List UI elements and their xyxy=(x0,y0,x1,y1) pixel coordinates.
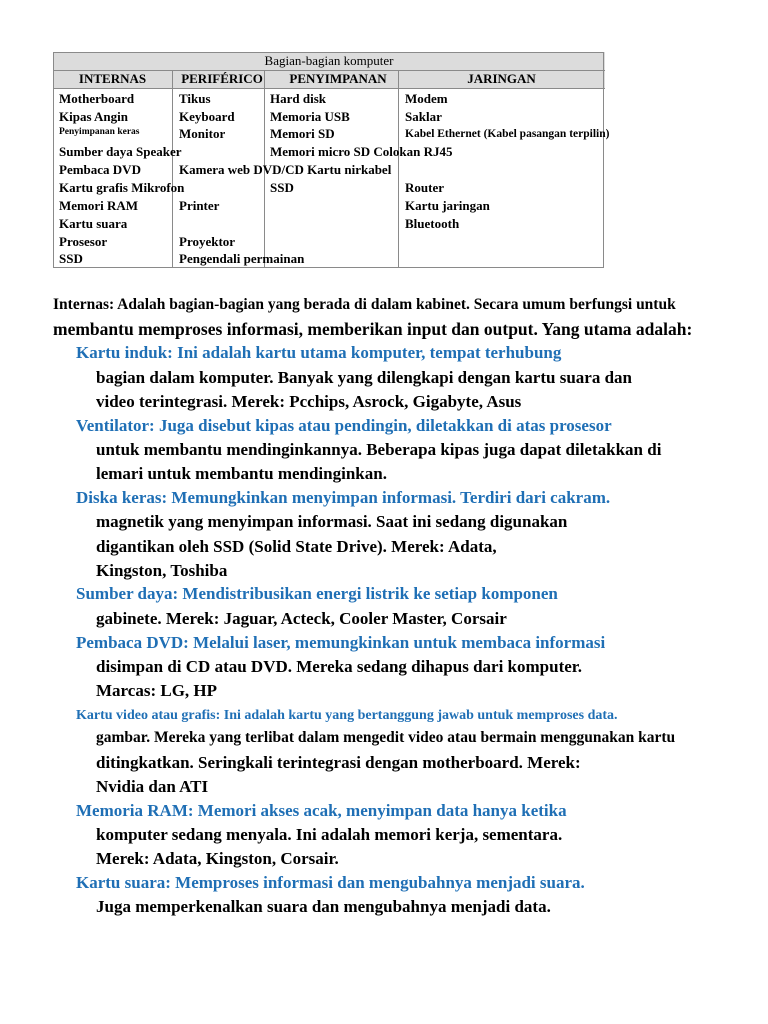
table-cell: Memori RAM xyxy=(59,198,139,213)
list-item-title xyxy=(76,706,618,724)
table-cell: Motherboard xyxy=(59,91,135,106)
table-cell: Proyektor xyxy=(179,234,236,249)
components-table xyxy=(53,52,610,269)
table-cell: Kartu jaringan xyxy=(405,198,490,213)
item-title: Kartu video atau grafis: Ini adalah kartu yang bertanggung jawab untuk memproses data. xyxy=(76,708,618,723)
table-cell: Sumber daya Speaker xyxy=(59,144,182,159)
table-cell: Kartu grafis Mikrofon xyxy=(59,180,185,195)
item-title: Memoria RAM: Memori akses acak, menyimpan data hanya ketika xyxy=(76,801,567,820)
table-cell: Bluetooth xyxy=(405,216,460,231)
table-column-divider xyxy=(398,70,399,268)
table-cell: Prosesor xyxy=(59,234,108,249)
table-cell: Memori SD xyxy=(270,126,335,141)
item-line: Nvidia dan ATI xyxy=(96,777,209,796)
item-title: Sumber daya: Mendistribusikan energi listrik ke setiap komponen xyxy=(76,584,558,603)
list-item-title xyxy=(76,801,567,821)
item-line: ditingkatkan. Seringkali terintegrasi dengan motherboard. Merek: xyxy=(96,753,581,772)
table-cell: SSD xyxy=(270,180,294,195)
item-line: disimpan di CD atau DVD. Mereka sedang dihapus dari komputer. xyxy=(96,657,583,676)
table-cell: Kamera web DVD/CD Kartu nirkabel xyxy=(179,162,392,177)
item-title: Ventilator: Juga disebut kipas atau pendingin, diletakkan di atas prosesor xyxy=(76,416,612,435)
list-item-title xyxy=(76,416,612,436)
list-item-title xyxy=(76,584,558,604)
table-cell: Router xyxy=(405,180,444,195)
column-header-internas: INTERNAS xyxy=(78,71,147,86)
item-title: Kartu induk: Ini adalah kartu utama komputer, tempat terhubung xyxy=(76,343,562,362)
list-item-title xyxy=(76,873,585,893)
table-cell: Kartu suara xyxy=(59,216,128,231)
table-cell: Modem xyxy=(405,91,448,106)
item-line: magnetik yang menyimpan informasi. Saat ini sedang digunakan xyxy=(96,512,568,531)
table-cell: Keyboard xyxy=(179,109,235,124)
table-cell: Memoria USB xyxy=(270,109,350,124)
item-line: lemari untuk membantu mendinginkan. xyxy=(96,464,387,483)
table-column-divider xyxy=(172,70,173,268)
item-line: Marcas: LG, HP xyxy=(96,681,218,700)
item-line: komputer sedang menyala. Ini adalah memori kerja, sementara. xyxy=(96,825,563,844)
item-line: gabinete. Merek: Jaguar, Acteck, Cooler Master, Corsair xyxy=(96,609,507,628)
table-cell: Monitor xyxy=(179,126,226,141)
table-cell: SSD xyxy=(59,251,83,266)
table-cell: Printer xyxy=(179,198,220,213)
item-line: video terintegrasi. Merek: Pcchips, Asrock, Gigabyte, Asus xyxy=(96,392,522,411)
table-cell: Tikus xyxy=(179,91,211,106)
intro-text: Internas: Adalah bagian-bagian yang berada di dalam kabinet. Secara umum berfungsi untuk xyxy=(53,296,676,313)
item-line: Kingston, Toshiba xyxy=(96,561,228,580)
table-cell: Saklar xyxy=(405,109,442,124)
intro-text: membantu memproses informasi, memberikan input dan output. Yang utama adalah: xyxy=(53,319,693,339)
table-cell: Hard disk xyxy=(270,91,326,106)
column-header-periferico: PERIFÉRICO xyxy=(181,71,263,86)
table-divider xyxy=(53,88,605,89)
item-title: Pembaca DVD: Melalui laser, memungkinkan untuk membaca informasi xyxy=(76,633,606,652)
item-line: Juga memperkenalkan suara dan mengubahnya menjadi data. xyxy=(96,897,551,916)
table-cell: Pembaca DVD xyxy=(59,162,141,177)
list-item-title xyxy=(76,343,561,363)
column-header-jaringan: JARINGAN xyxy=(467,71,536,86)
table-cell: Penyimpanan keras xyxy=(59,127,140,137)
table-cell: Pengendali permainan xyxy=(179,251,305,266)
item-line: bagian dalam komputer. Banyak yang dilengkapi dengan kartu suara dan xyxy=(96,368,632,387)
table-cell: Kipas Angin xyxy=(59,109,129,124)
table-cell: Kabel Ethernet (Kabel pasangan terpilin) xyxy=(405,128,610,140)
column-header-penyimpanan: PENYIMPANAN xyxy=(289,71,387,86)
item-line: untuk membantu mendinginkannya. Beberapa kipas juga dapat diletakkan di xyxy=(96,440,662,459)
table-caption: Bagian-bagian komputer xyxy=(264,53,394,68)
list-item-title xyxy=(76,488,610,508)
item-line: gambar. Mereka yang terlibat dalam mengedit video atau bermain menggunakan kartu xyxy=(96,729,676,746)
item-line: digantikan oleh SSD (Solid State Drive). Merek: Adata, xyxy=(96,537,497,556)
item-line: Merek: Adata, Kingston, Corsair. xyxy=(96,849,339,868)
item-title: Kartu suara: Memproses informasi dan mengubahnya menjadi suara. xyxy=(76,873,585,892)
table-cell: Memori micro SD Colokan RJ45 xyxy=(270,144,453,159)
list-item-title xyxy=(76,633,605,653)
item-title: Diska keras: Memungkinkan menyimpan informasi. Terdiri dari cakram. xyxy=(76,488,611,507)
